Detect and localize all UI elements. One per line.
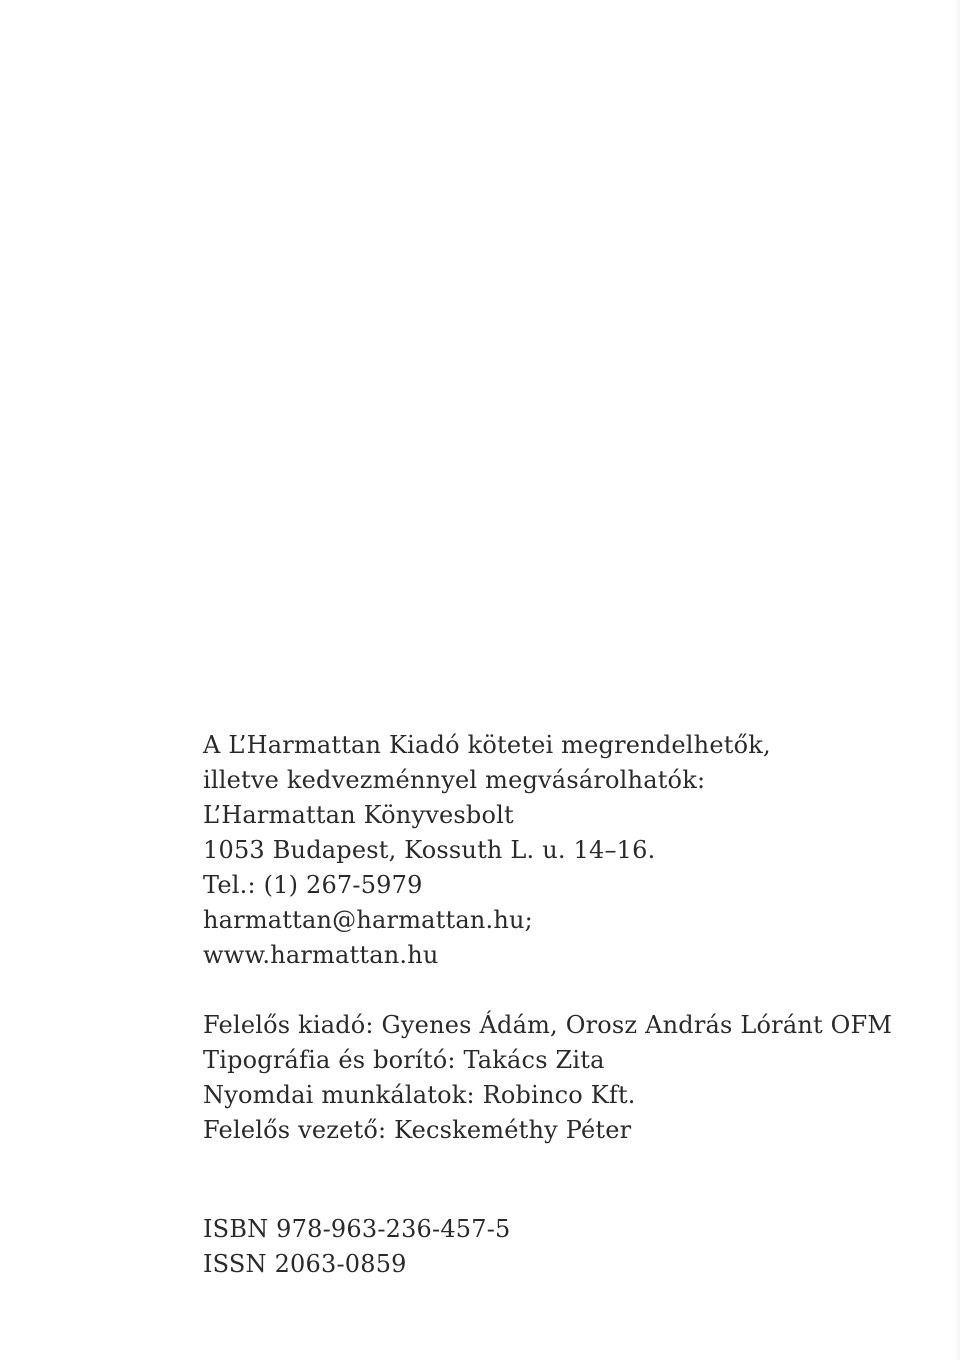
telephone-number: Tel.: (1) 267-5979	[203, 871, 423, 899]
bookshop-address: 1053 Budapest, Kossuth L. u. 14–16.	[203, 836, 656, 864]
issn-number: ISSN 2063-0859	[203, 1250, 407, 1278]
responsible-publisher-line: Felelős kiadó: Gyenes Ádám, Orosz András Lóránt OFM	[203, 1011, 893, 1039]
ordering-intro-line: A L’Harmattan Kiadó kötetei megrendelhetők,	[203, 731, 771, 759]
page-edge-shadow	[954, 0, 960, 1360]
email-address: harmattan@harmattan.hu;	[203, 906, 533, 934]
identifiers-block	[203, 1212, 511, 1282]
ordering-contact-block	[203, 728, 771, 973]
bookshop-name: L’Harmattan Könyvesbolt	[203, 801, 514, 829]
responsible-manager-line: Felelős vezető: Kecskeméthy Péter	[203, 1116, 632, 1144]
printing-line: Nyomdai munkálatok: Robinco Kft.	[203, 1081, 636, 1109]
typography-cover-line: Tipográfia és borító: Takács Zita	[203, 1046, 605, 1074]
discount-purchase-line: illetve kedvezménnyel megvásárolhatók:	[203, 766, 706, 794]
isbn-number: ISBN 978-963-236-457-5	[203, 1215, 511, 1243]
publication-credits-block	[203, 1008, 892, 1148]
website-address: www.harmattan.hu	[203, 941, 439, 969]
